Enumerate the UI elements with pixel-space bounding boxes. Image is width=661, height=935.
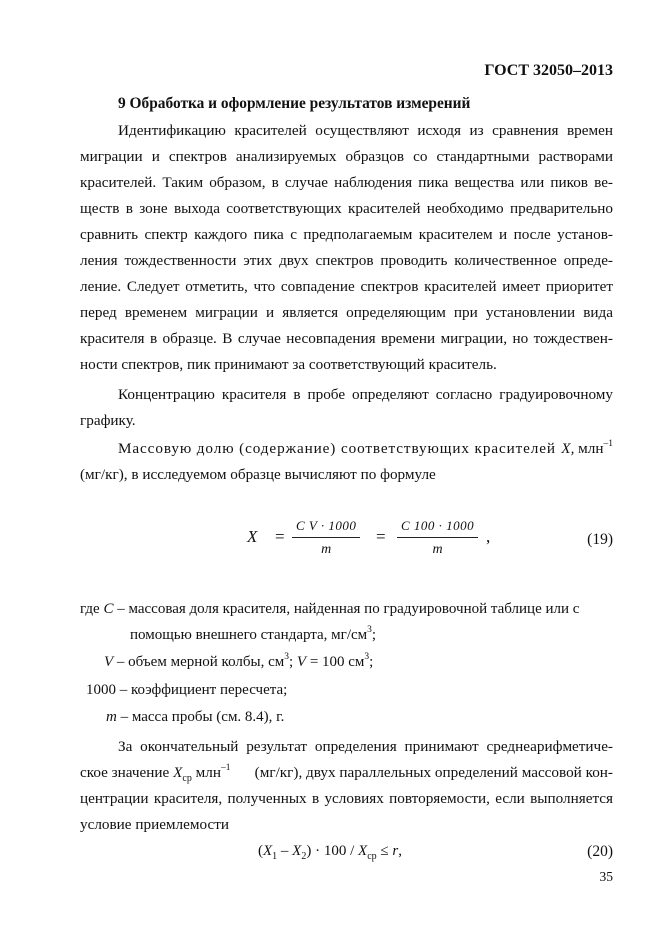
formula-comma: , xyxy=(486,527,491,546)
variable-v: V xyxy=(104,654,114,670)
variable-m: m xyxy=(106,709,117,725)
equation-number: (20) xyxy=(587,843,613,860)
exponent: 3 xyxy=(284,652,289,662)
text-span: (мг/кг), двух параллельных определений массовой кон- xyxy=(254,764,613,781)
legend-text: помощью внешнего стандарта, мг/см xyxy=(130,627,368,643)
text-line: За окончательный результат определения принимают среднеарифметиче- xyxy=(118,738,613,755)
text-line: (мг/кг), в исследуемом образце вычисляют по формуле xyxy=(80,466,436,483)
legend-text: ; xyxy=(371,627,377,643)
variable-x: X, xyxy=(561,440,575,457)
numerator: C 100 · 1000 xyxy=(397,518,478,538)
legend-text: ; xyxy=(369,654,374,670)
page-number: 35 xyxy=(599,869,613,884)
subscript: ср xyxy=(367,851,377,862)
text-line: графику. xyxy=(80,412,136,429)
legend-text: = 100 см xyxy=(306,654,365,670)
text-line: перед временем миграции и является определяющим при установлении вида xyxy=(80,304,613,321)
variable-x1: X xyxy=(263,843,273,859)
denominator: m xyxy=(321,542,332,557)
text-span: ское значение xyxy=(80,764,170,781)
text-line: условие приемлемости xyxy=(80,816,229,833)
unit-exponent: –1 xyxy=(220,763,231,773)
paren: ( xyxy=(258,843,263,859)
fraction-2 xyxy=(397,518,478,558)
operator: – xyxy=(277,843,293,859)
variable-x2: X xyxy=(292,843,302,859)
unit: млн xyxy=(191,764,221,781)
text-line: красителя в образце. В случае несовпадения времени миграции, но тождествен- xyxy=(80,330,613,347)
text-line: ществ в зоне выхода соответствующих красителей необходимо предварительно xyxy=(80,200,613,217)
unit: млн xyxy=(578,440,604,457)
exponent: 3 xyxy=(364,652,370,662)
text-line: ления тождественности этих двух спектров проводить количественное опреде- xyxy=(80,252,613,269)
legend-text: – массовая доля красителя, найденная по градуировочной таблице или с xyxy=(113,601,580,617)
text-line: центрации красителя, полученных в условиях повторяемости, если выполняется xyxy=(80,790,613,807)
fraction-1 xyxy=(292,518,360,558)
subscript: 2 xyxy=(301,851,307,862)
exponent: 3 xyxy=(367,625,372,635)
equation-number: (19) xyxy=(587,531,613,548)
text-line: миграции и спектров анализируемых образцов со стандартными растворами xyxy=(80,148,613,165)
legend-v xyxy=(104,654,373,671)
variable-x-avg: X xyxy=(173,764,183,781)
subscript: ср xyxy=(182,773,192,784)
unit-exponent: –1 xyxy=(603,439,613,449)
legend-coefficient: 1000 – коэффициент пересчета; xyxy=(86,682,288,698)
subscript: 1 xyxy=(272,851,278,862)
text-line: Идентификацию красителей осуществляют исходя из сравнения времен xyxy=(118,122,613,139)
formula-equals: = xyxy=(275,527,285,546)
legend-text: ; xyxy=(288,654,297,670)
legend-text: – масса пробы (см. 8.4), г. xyxy=(116,709,285,725)
denominator: m xyxy=(432,542,443,557)
text-span xyxy=(80,764,230,784)
text-line: Концентрацию красителя в пробе определяют согласно градуировочному xyxy=(118,386,613,403)
text-line: ление. Следует отметить, что совпадение спектров красителей имеет приоритет xyxy=(80,278,613,295)
legend-prefix: где xyxy=(80,601,100,617)
operator: ) · 100 / xyxy=(306,843,359,859)
text-line: сравнить спектр каждого пика с предполагаемым красителем и после установ- xyxy=(80,226,613,243)
variable-r: r xyxy=(392,843,399,859)
legend-c-cont xyxy=(130,627,376,644)
legend-c xyxy=(80,601,579,618)
legend-text: – объем мерной колбы, см xyxy=(113,654,285,670)
formula-20-expression xyxy=(258,843,402,860)
text-line xyxy=(80,764,613,784)
text-line: ности спектров, пик принимают за соответствующий краситель. xyxy=(80,356,497,373)
text-span: Массовую долю (содержание) соответствующих красителей xyxy=(118,440,556,457)
legend-m xyxy=(106,709,284,726)
text-line: красителей. Таким образом, в случае наблюдения пика вещества или пиков ве- xyxy=(80,174,613,191)
section-title: 9 Обработка и оформление результатов измерений xyxy=(118,95,471,112)
formula-equals: = xyxy=(376,527,386,546)
variable-c: C xyxy=(103,601,114,617)
numerator: C V · 1000 xyxy=(292,518,360,538)
variable-v: V xyxy=(296,654,307,670)
text-line xyxy=(118,440,613,460)
formula-lhs: X xyxy=(247,527,258,546)
comma: , xyxy=(398,843,402,859)
variable-x-avg: X xyxy=(358,843,368,859)
operator: ≤ xyxy=(376,843,393,859)
document-id: ГОСТ 32050–2013 xyxy=(484,62,613,79)
text-span xyxy=(561,440,613,460)
